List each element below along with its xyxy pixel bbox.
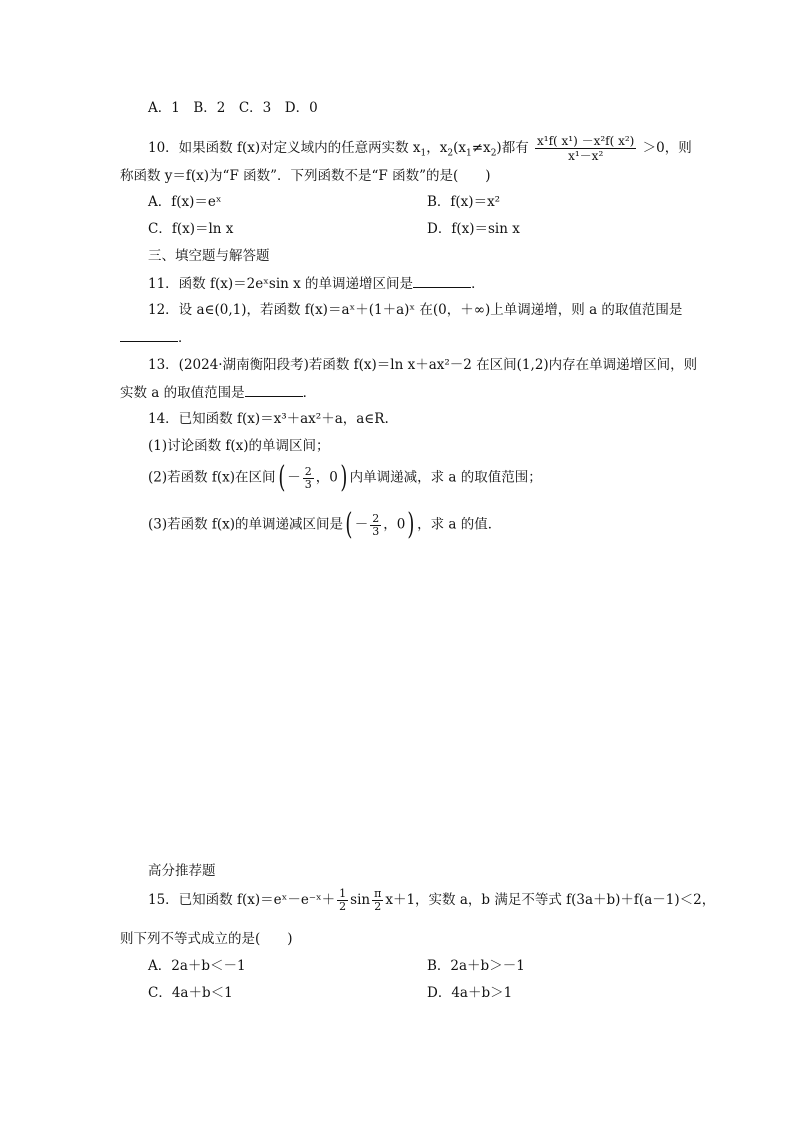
q13-end: ． — [302, 385, 317, 401]
q14-part3-post: ，求 a 的值． — [417, 516, 502, 533]
q10-cond: (x — [453, 140, 467, 156]
q14-part2-post: 内单调递减，求 a 的取值范围； — [349, 469, 542, 486]
q15-pi-num: π — [374, 887, 382, 900]
q14-stem: 14．已知函数 f(x)＝x³＋ax²＋a，a∈R. — [148, 411, 389, 427]
q11-answer-blank[interactable] — [413, 274, 471, 288]
q13-line1: 13．(2024·湖南衡阳段考)若函数 f(x)＝ln x＋ax²－2 在区间(1,2)内存在单调递增区间，则 — [148, 357, 698, 373]
q10-stem-line1: 10．如果函数 f(x)对定义域内的任意两实数 $x_1$，$x_2(x_1\ne x_2)$都有 $\frac{\text{x¹f( x¹) －x²f( x²)}}{\text{x¹－x²}}$ ＞0，则 — [148, 134, 692, 163]
q10-option-c: C．f(x)＝ln x — [148, 221, 234, 237]
right-paren-icon: ) — [340, 460, 348, 495]
q14-interval-right: ，0 — [315, 469, 338, 486]
q14-interval-right: ，0 — [383, 516, 406, 533]
q10-option-a: A．f(x)＝eˣ — [148, 194, 222, 210]
section-heading: 三、填空题与解答题 — [148, 248, 270, 264]
q14-part2-frac-den: 3 — [304, 477, 312, 491]
q10-frac-denominator: x¹－x² — [568, 149, 604, 163]
q12-answer-blank[interactable] — [120, 328, 178, 342]
q10-cond2: ≠x — [471, 140, 491, 156]
right-paren-icon: ) — [407, 507, 415, 542]
q11 — [148, 274, 485, 293]
q10-prefix: 10．如果函数 f(x)对定义域内的任意两实数 x — [148, 140, 421, 156]
q10-frac-numerator: x¹f( x¹) －x²f( x²) — [537, 134, 635, 148]
q15-option-c: C．4a＋b＜1 — [148, 985, 233, 1001]
q10-stem-line2: 称函数 y＝f(x)为“F 函数”．下列函数不是“F 函数”的是( ) — [120, 168, 491, 184]
q14-part2-frac-num: 2 — [304, 464, 312, 478]
q14-part2-pre: (2)若函数 f(x)在区间 — [148, 469, 276, 486]
q15-option-a: A．2a＋b＜－1 — [148, 958, 246, 974]
q14-part3 — [148, 507, 502, 542]
q10-option-b: B．f(x)＝x² — [427, 194, 501, 210]
q14-interval-sign: － — [287, 469, 301, 486]
left-paren-icon: ( — [345, 507, 353, 542]
q10-cond3: )都有 — [496, 140, 529, 156]
q10-fraction — [535, 134, 636, 163]
q10-mid: ，x — [426, 140, 448, 156]
q14-interval-sign: － — [354, 516, 369, 533]
q11-end: ． — [471, 276, 485, 292]
q12-line2 — [120, 328, 192, 347]
q15-half-den: 2 — [339, 900, 347, 913]
q15-line2: 则下列不等式成立的是( ) — [120, 931, 293, 947]
q15-half-fraction — [337, 888, 348, 913]
q15-half-num: 1 — [339, 887, 347, 900]
q15-post: x＋1，实数 a，b 满足不等式 f(3a＋b)＋f(a－1)＜2， — [385, 892, 716, 908]
q10-suffix: ＞0，则 — [642, 140, 692, 156]
q14-part1: (1)讨论函数 f(x)的单调区间； — [148, 438, 330, 454]
q13-line2 — [120, 383, 316, 402]
left-paren-icon: ( — [277, 460, 285, 495]
q14-part2-fraction — [303, 466, 314, 491]
q15-pi-fraction — [372, 888, 383, 913]
q10-option-d: D．f(x)＝sin x — [427, 221, 520, 237]
q12-line1: 12．设 a∈(0,1)，若函数 f(x)＝aˣ＋(1＋a)ˣ 在(0，＋∞)上单调递增，则 a 的取值范围是 — [148, 302, 683, 318]
q14-part3-frac-den: 3 — [372, 524, 380, 538]
q13-answer-blank[interactable] — [245, 383, 303, 397]
q14-part3-fraction — [370, 513, 381, 538]
q12-end: ． — [178, 330, 192, 346]
q9-options: A．1 B．2 C．3 D．0 — [148, 100, 318, 116]
q14-part2 — [148, 460, 542, 495]
q15-option-b: B．2a＋b＞－1 — [427, 958, 525, 974]
q14-part3-frac-num: 2 — [372, 511, 380, 525]
q15-line1 — [148, 888, 715, 913]
q11-text: 11．函数 f(x)＝2eˣsin x 的单调递增区间是 — [148, 276, 414, 292]
q15-pre: 15．已知函数 f(x)＝eˣ－e⁻ˣ＋ — [148, 892, 336, 908]
q15-sin: sin — [350, 892, 371, 908]
q15-option-d: D．4a＋b＞1 — [427, 985, 513, 1001]
q13-text: 实数 a 的取值范围是 — [120, 385, 245, 401]
high-score-heading: 高分推荐题 — [148, 863, 216, 879]
q15-pi-den: 2 — [374, 900, 382, 913]
q14-part3-pre: (3)若函数 f(x)的单调递减区间是 — [148, 516, 344, 533]
